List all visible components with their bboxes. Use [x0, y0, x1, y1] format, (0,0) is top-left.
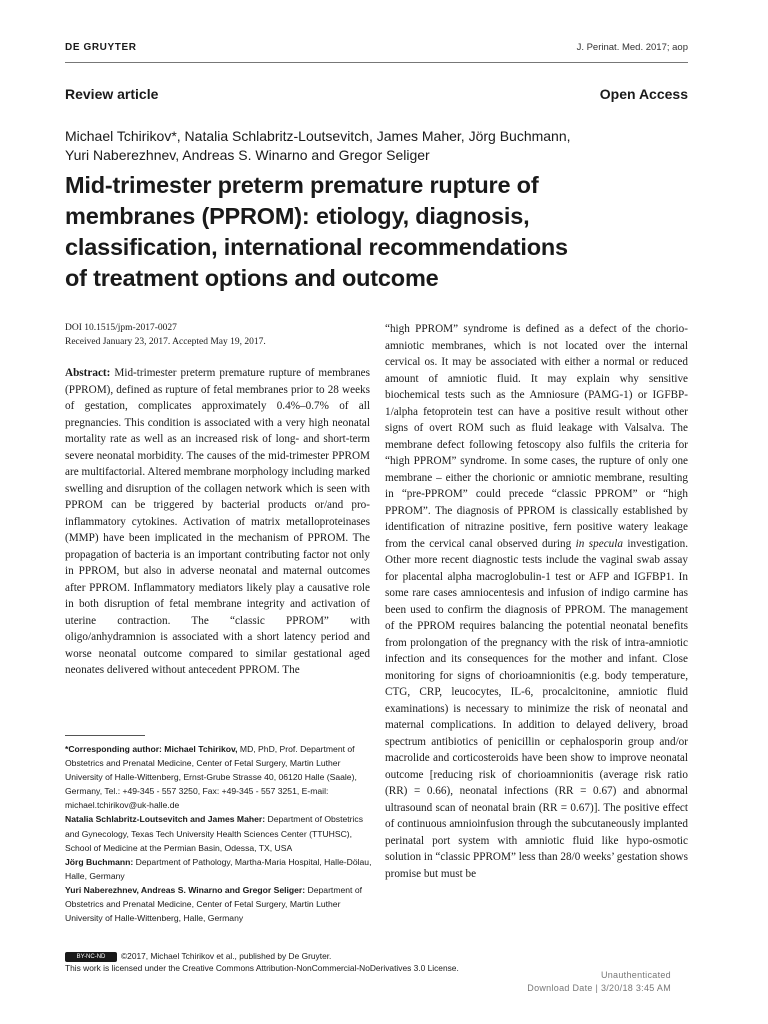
- footnote-corresponding-author: [65, 742, 375, 812]
- footnote-divider: [65, 735, 145, 736]
- footnote-label: Natalia Schlabritz-Loutsevitch and James Maher:: [65, 814, 266, 825]
- footnote-label: Yuri Naberezhnev, Andreas S. Winarno and Gregor Seliger:: [65, 884, 306, 895]
- footnote-text: Department of Obstetrics and Gynecology, Texas Tech University Health Sciences Center (TTUHSC), School of Medicine at the Permian Basin, Odessa, TX, USA: [65, 814, 364, 853]
- abstract-column: [65, 365, 370, 679]
- header-rule: [65, 62, 688, 63]
- journal-citation: J. Perinat. Med. 2017; aop: [576, 42, 688, 53]
- title-line: classification, international recommendations: [65, 234, 568, 260]
- footnote-affiliation: [65, 855, 375, 883]
- footnote-affiliation: [65, 812, 375, 854]
- title-line: membranes (PPROM): etiology, diagnosis,: [65, 203, 530, 229]
- title-line: of treatment options and outcome: [65, 265, 439, 291]
- author-line: Michael Tchirikov*, Natalia Schlabritz-Loutsevitch, James Maher, Jörg Buchmann,: [65, 128, 571, 144]
- article-title: [65, 170, 705, 294]
- received-dates: Received January 23, 2017. Accepted May 19, 2017.: [65, 336, 266, 347]
- publisher-logo: DE GRUYTER: [65, 42, 137, 53]
- article-meta: [65, 322, 375, 349]
- footnote-text: Department of Obstetrics and Prenatal Medicine, Center of Fetal Surgery, Martin Luther University of Halle-Wittenberg, Halle, Germany: [65, 884, 362, 924]
- footnote-label: *Corresponding author: Michael Tchirikov,: [65, 744, 238, 754]
- author-list: [65, 127, 705, 165]
- doi-link[interactable]: DOI 10.1515/jpm-2017-0027: [65, 323, 177, 333]
- article-type: Review article: [65, 86, 159, 102]
- footnote-text: Department of Pathology, Martha-Maria Hospital, Halle-Dölau, Halle, Germany: [65, 856, 372, 881]
- download-date-watermark: Download Date | 3/20/18 3:45 AM: [527, 983, 671, 993]
- footnotes: [65, 742, 375, 925]
- cc-license-icon[interactable]: BY-NC-ND: [65, 952, 117, 962]
- footnote-affiliation: [65, 883, 375, 925]
- author-line: Yuri Naberezhnev, Andreas S. Winarno and Gregor Seliger: [65, 147, 430, 163]
- abstract-label: Abstract:: [65, 367, 111, 379]
- abstract-text: Mid-trimester preterm premature rupture of membranes (PPROM), defined as rupture of fetal membranes prior to 28 weeks of gestation, complicates approximately 0.4%–0.7% of all pregnancies. This condition is associated with a very high neonatal mortality rate as well as an increased risk of long- and short-term severe neonatal morbidity. The causes of the mid-trimester PPROM are multifactorial. Altered membrane morphology including marked swelling and disruption of the collagen network which is seen with PPROM can be triggered by bacterial products or/and pro-inflammatory cytokines. Activation of matrix metalloproteinases (MMP) have been implicated in the mechanism of PPROM. The propagation of bacteria is an important contributing factor not only in PPROM, but also in adverse neonatal and maternal outcomes after PPROM. Inflammatory mediators likely play a causative role in both disruption of fetal membrane integrity and activation of uterine contraction. The “classic PPROM” with oligo/anhydramnion is associated with a short latency period and worse neonatal outcome compared to similar gestational aged neonates delivered without antecedent PPROM. The: [65, 367, 370, 676]
- title-line: Mid-trimester preterm premature rupture of: [65, 172, 539, 198]
- access-watermark: Unauthenticated: [600, 970, 671, 980]
- license-notice: [65, 951, 585, 974]
- license-line: [65, 951, 585, 963]
- body-text: investigation. Other more recent diagnostic tests include the vaginal swab assay for placental alpha macroglobulin-1 test or AFP and IGFBP1. In some rare cases amniocentesis and infusion of indigo carmine has been used to confirm the diagnosis of PPROM. The management of the PPROM requires balancing the potential neonatal benefits from prolongation of the pregnancy with the risk of intra-amniotic infection and its consequences for the mother and infant. Close monitoring for signs of chorioamnionitis (e.g. body temperature, CTG, CRP, leucocytes, IL-6, procalcitonine, amniotic fluid examinations) is necessary to minimize the risk of neonatal and maternal complications. In addition to delayed delivery, broad spectrum antibiotics of penicillin or cephalosporin group and/or macrolide and corticosteroids have been show to improve neonatal outcome [reducing risk of chorioamnionitis (average risk ratio (RR) = 0.66), neonatal infections (RR = 0.67) and abnormal ultrasound scan of neonatal brain (RR = 0.67)]. The positive effect of continuous amnioinfusion through the subcutaneously implanted perinatal port system with amniotic fluid like hypo-osmotic solution in “classic PPROM” less than 28/0 weeks’ gestation shows promise but must be: [385, 537, 688, 880]
- footnote-text: MD, PhD, Prof. Department of Obstetrics and Prenatal Medicine, Center of Fetal Surgery, Martin Luther University of Halle-Wittenberg, Ernst-Grube Strasse 40, 06120 Halle (Saale), Germany, Tel.: +49-345 - 557 3250, Fax: +49-345 - 557 3251, E-mail: michael.tchirikov@uk-halle.de: [65, 744, 357, 811]
- body-text: “high PPROM” syndrome is defined as a defect of the chorio-amniotic membranes, which is not located over the internal cervical os. It may be associated with either a normal or reduced amount of amniotic fluid. It may explain why sensitive biochemical tests such as the Amniosure (PAMG-1) or IGFBP-1/alpha fetoprotein test can have a positive result without other signs of overt ROM such as fluid leakage with Valsalva. The membrane defect following fetoscopy also fulfils the criteria for “high PPROM” syndrome. In some cases, the rupture of only one membrane – either the chorionic or amniotic membrane, resulting in “pre-PPROM” could precede “classic PPROM” or “high PPROM”. The diagnosis of PPROM is classically established by identification of nitrazine positive, fern positive watery leakage from the cervical canal observed during: [385, 323, 688, 550]
- license-line: This work is licensed under the Creative Commons Attribution-NonCommercial-NoDerivatives 3.0 License.: [65, 962, 459, 973]
- footnote-label: Jörg Buchmann:: [65, 856, 134, 867]
- body-column-right: [385, 321, 688, 882]
- copyright-text: ©2017, Michael Tchirikov et al., published by De Gruyter.: [121, 951, 332, 961]
- open-access-label: Open Access: [599, 86, 688, 102]
- body-italic: in specula: [575, 537, 623, 550]
